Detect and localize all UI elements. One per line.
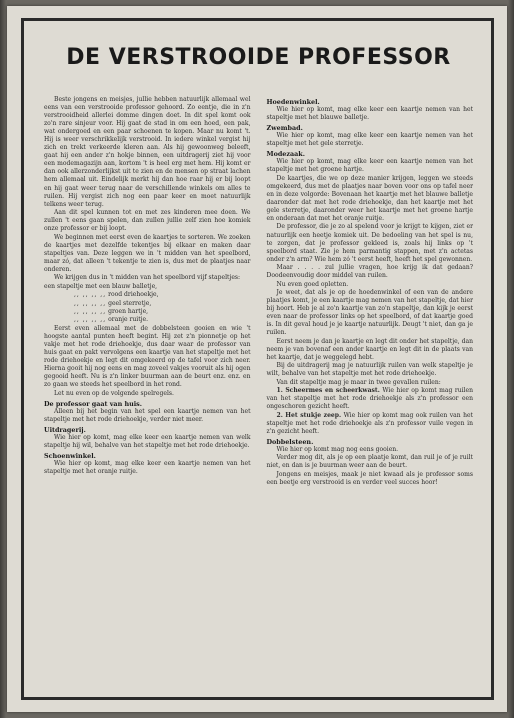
section-heading: Zwembad. (266, 124, 303, 133)
closing-paragraph: Jongens en meisjes, maak je niet kwaad als je professor soms een beetje erg verstrooid is en verder veel succes hoor! (266, 470, 473, 486)
stapel-item (44, 300, 251, 308)
page-frame (21, 18, 494, 700)
rules-paragraph: Eerst even allemaal met de dobbelsteen gooien en wie 't hoogste aantal punten heeft begint. Hij zet z'n pionnetje op het vakje met het rode driehoekje, dus daar waar de professor van huis gaat en pakt vervolgens een kaartje van het stapeltje met het rode driehoekje en legt dit omgekeerd op de tafel voor zich neer. Hierna gooit hij nog eens en mag zoveel vakjes vooruit als hij ogen gegooid heeft. Nu is z'n linker buurman aan de beurt enz. enz. en zo gaan we steeds het speelbord in het rond. (44, 324, 251, 389)
stapel-item (44, 308, 251, 316)
stapel-item-text: geel sterretje, (108, 299, 152, 307)
text-columns (44, 96, 473, 487)
intro-paragraph: Beste jongens en meisjes, jullie hebben natuurlijk allemaal wel eens van een verstrooide professor gehoord. Zo eentje, die in z'n verstrooidheid allerlei domme dingen doet. In dit spel komt ook zo'n rare sinjeur voor. Hij gaat de stad in om een hoed, een pak, wat ondergoed en een paar schoenen te kopen. Maar nu komt 't. Hij is weer verschrikkelijk verstrooid. In iedere winkel vergist hij zich en trekt verkeerde kleren aan. Als hij gewoonweg beleeft, gaat hij een ander z'n hokje binnen, een uitdragerij ziet hij voor een modemagazijn aan, kortom 't is heel erg met hem. Hij komt er dan ook allerzonderlijkst uit te zien en de mensen op straat lachen hem allemaal uit. Eindelijk merkt hij dan hoe raar hij er bij loopt en hij gaat weer terug naar de verschillende winkels om alles te ruilen. Hij vergist zich nog een paar keer en moet natuurlijk telkens weer terug. (44, 96, 251, 208)
section-heading: De professor gaat van huis. (44, 399, 142, 408)
section-text: Wie hier op komt, mag elke keer een kaartje nemen van het stapeltje met het groene hartje. (266, 158, 473, 174)
section-text: Wie hier op komt mag nog eens gooien. (276, 445, 399, 453)
body-paragraph: De professor, die je zo al spelend voor je krijgt te kijgen, ziet er natuurlijk een heetje komiek uit. De bedoeling van het spel is nu, te zorgen, dat je professor gekleed is, zoals hij links op 't speelbord staat. Zie je hem parmantig stappen, met z'n actetas onder z'n arm? Wie hem zó 't eerst heeft, heeft het spel gewonnen. (266, 223, 473, 263)
intro-paragraph: We beginnen met eerst even de kaartjes te sorteren. We zoeken de kaartjes met dezelfde tekentjes bij elkaar en maken daar stapeltjes van. Deze leggen we in 't midden van het speelbord, maar zó, dat alleen 't tekentje te zien is, dus met de plaatjes naar onderen. (44, 233, 251, 273)
paper-sheet (7, 6, 507, 712)
section-heading: Dobbelsteen. (266, 437, 314, 446)
stapel-item (44, 291, 251, 299)
stapel-item-text: groen hartje, (108, 307, 149, 315)
section-heading: Modezaak. (266, 150, 305, 159)
right-column (267, 96, 474, 487)
section-text: Alleen bij het begin van het spel een kaartje nemen van het stapeltje met het rode driehoekje, verder niet meer. (44, 407, 251, 423)
stapel-item-text: oranje ruitje. (108, 316, 149, 324)
case-text: Wie hier op komt mag ook ruilen van het stapeltje met het rode driehoekje als z'n professor vuile vegen in z'n gezicht heeft. (266, 411, 473, 435)
section-text: Wie hier op komt, mag elke keer een kaartje nemen van het stapeltje met het blauwe balletje. (266, 106, 473, 122)
section-text: Wie hier op komt, mag elke keer een kaartje nemen van het stapeltje met het gele sterretje. (266, 132, 473, 148)
case-number: 1. (276, 387, 283, 395)
body-paragraph: Eerst neem je dan je kaartje en legt dit onder het stapeltje, dan neem je van bovenaf een ander kaartje en legt dit in de plaats van het kaartje, dat je weggelegd hebt. (266, 337, 473, 361)
page-title: DE VERSTROOIDE PROFESSOR (66, 45, 451, 70)
closing-paragraph: Verder mog dit, als je op een plaatje komt, dan ruil je of je ruilt niet, en dan is je buurman weer aan de beurt. (266, 454, 473, 470)
body-paragraph: Je weet, dat als je op de hoedenwinkel of een van de andere plaatjes komt, je een kaartje mag nemen van het stapeltje, dat hier bij hoort. Heb je al zo'n kaartje van zo'n stapeltje, dan kijk je eerst even naar de professor links op het speelbord, of dat kaartje goed is. In dit geval houd je je kaartje natuurlijk. Deugt 't niet, dan ga je ruilen. (266, 289, 473, 337)
section-heading: Hoedenwinkel. (266, 98, 320, 106)
case-text: Wie hier op komt mag ruilen van het stapeltje met het rode driehoekje als z'n professor een ongeschoren gezicht heeft. (266, 387, 473, 411)
stapel-item: een stapeltje met een blauw balletje, (44, 282, 158, 290)
section-text: Wie hier op komt, mag elke keer een kaartje nemen van het stapeltje met het oranje ruitje. (44, 459, 251, 476)
intro-paragraph: We krijgen dus in 't midden van het speelbord vijf stapeltjes: (54, 274, 241, 282)
body-paragraph: Bij de uitdragerij mag je natuurlijk ruilen van welk stapeltje je wilt, behalve van het stapeltje met het rode driehoekje. (266, 362, 473, 378)
stapel-item (44, 316, 251, 324)
intro-paragraph: Aan dit spel kunnen tot en met zes kinderen mee doen. We zullen 't eens gaan spelen, dan zullen jullie zelf zien hoe komiek onze professor er bij loopt. (44, 209, 251, 233)
ditto-marks: ,, ,, ,, ,, (74, 307, 107, 315)
case-label: Het stukje zeep. (285, 411, 342, 419)
left-column (44, 96, 251, 487)
case-number: 2. (276, 411, 283, 419)
rules-paragraph: Let nu even op de volgende spelregels. (54, 389, 174, 397)
case-label: Scheermes en scheerkwast. (285, 387, 380, 395)
section-text: Wie hier op komt, mag elke keer een kaartje nemen van welk stapeltje hij wil, behalve van het stapeltje met het rode driehoekje. (44, 433, 251, 449)
body-paragraph: Van dit stapeltje mag je maar in twee gevallen ruilen: (276, 378, 441, 386)
case-item (267, 387, 474, 411)
section-heading: Schoenwinkel. (44, 451, 96, 460)
case-item (267, 412, 474, 436)
section-heading: Uitdragerij. (44, 425, 86, 434)
ditto-marks: ,, ,, ,, ,, (74, 291, 107, 299)
stapel-item-text: rood driehoekje, (108, 291, 159, 299)
body-paragraph: Nu even goed opletten. (276, 280, 349, 288)
ditto-marks: ,, ,, ,, ,, (74, 299, 107, 307)
ditto-marks: ,, ,, ,, ,, (74, 316, 107, 324)
body-paragraph: Maar . . . . zul jullie vragen, hoe krijg ik dat gedaan? Doodeenvoudig door middel van ruilen. (266, 264, 473, 280)
body-paragraph: De kaartjes, die we op deze manier krijgen, leggen we steeds omgekeerd, dus met de plaatjes naar boven voor ons op tafel neer en in deze volgorde: Bovenaan het kaartje met het blauwe balletje daaronder dat met het rode driehoekje, dan het kaartje met het gele sterretje, daaronder weer het kaartje met het groene hartje en onderaan dat met het oranje ruitje. (266, 174, 473, 223)
